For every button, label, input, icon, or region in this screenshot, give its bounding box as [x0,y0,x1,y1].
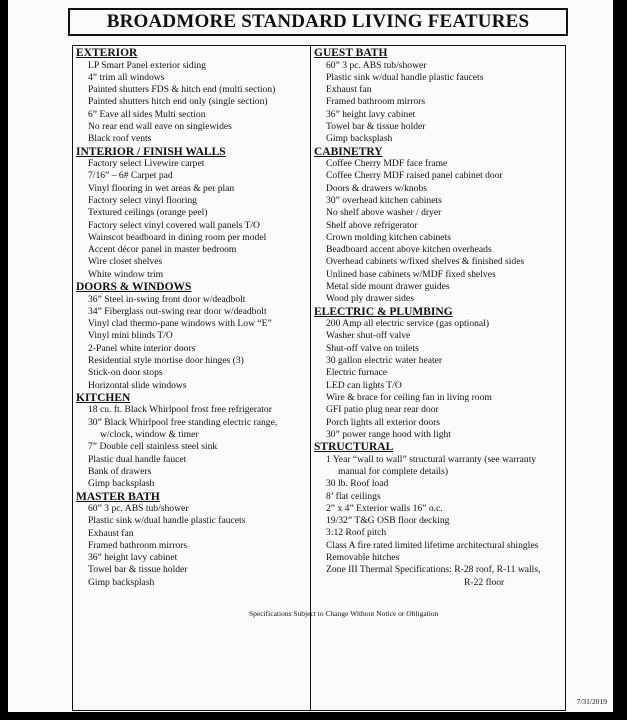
feature-item: Bank of drawers [88,465,152,477]
feature-item: Shelf above refrigerator [326,219,418,231]
section-cabinetry [314,146,564,306]
feature-item: Wainscot beadboard in dining room per model [88,231,267,243]
section-exterior [76,47,308,146]
feature-item: Coffee Cherry MDF face frame [326,158,448,170]
feature-item: Plastic sink w/dual handle plastic faucets [88,515,246,527]
feature-item: 2-Panel white interior doors [88,342,196,354]
section-heading: CABINETRY [314,145,383,158]
feature-item: Porch lights all exterior doors [326,416,441,428]
feature-item: Overhead cabinets w/fixed shelves & finished sides [326,256,525,268]
feature-item: Exhaust fan [326,84,372,96]
feature-item: 200 Amp all electric service (gas optional) [326,318,490,330]
right-column [314,47,564,589]
feature-item: Accent décor panel in master bedroom [88,244,237,256]
section-master-bath [76,491,308,590]
feature-item: Gimp backsplash [88,478,155,490]
feature-item: Gimp backsplash [88,576,155,588]
feature-item: Washer shut-off valve [326,330,411,342]
feature-item: White window trim [88,268,164,280]
section-heading: MASTER BATH [76,490,160,503]
feature-item: Painted shutters hitch end only (single section) [88,96,268,108]
feature-item: Wire & brace for ceiling fan in living room [326,391,492,403]
feature-item: Framed bathroom mirrors [88,539,188,551]
feature-item: Plastic sink w/dual handle plastic faucets [326,71,484,83]
section-heading: INTERIOR / FINISH WALLS [76,145,226,158]
feature-item: R-22 floor [464,576,505,588]
feature-item: w/clock, window & timer [100,429,199,441]
footnote: Specifications Subject to Change Without Notice or Obligation [249,609,439,618]
feature-item: Textured ceilings (orange peel) [88,207,208,219]
section-doors-windows [76,281,308,392]
feature-item: Towel bar & tissue holder [326,120,426,132]
feature-item: Painted shutters FDS & hitch end (multi section) [88,84,276,96]
feature-item: Factory select Livewire carpet [88,158,205,170]
feature-item: Coffee Cherry MDF raised panel cabinet door [326,170,503,182]
feature-item: Exhaust fan [88,527,134,539]
page-title: BROADMORE STANDARD LIVING FEATURES [68,8,568,36]
section-guest-bath [314,47,564,146]
feature-item: Doors & drawers w/knobs [326,182,427,194]
feature-item: Stick-on door stops [88,367,163,379]
feature-item: No rear end wall eave on singlewides [88,120,232,132]
feature-item: 19/32” T&G OSB floor decking [326,515,450,527]
feature-item: 4” trim all windows [88,71,165,83]
section-interior-finish-walls [76,146,308,281]
feature-item: Class A fire rated limited lifetime architectural shingles [326,539,539,551]
feature-item: Plastic dual handle faucet [88,453,187,465]
section-heading: KITCHEN [76,391,131,404]
feature-item: Metal side mount drawer guides [326,281,450,293]
feature-item: Shut-off valve on toilets [326,342,419,354]
feature-item: Vinyl mini blinds T/O [88,330,173,342]
section-heading: STRUCTURAL [314,441,394,454]
feature-item: 36” height lavy cabinet [326,108,416,120]
feature-item: 34” Fiberglass out-swing rear door w/deadbolt [88,305,267,317]
section-electric-plumbing [314,306,564,441]
feature-item: 36” height lavy cabinet [88,552,178,564]
feature-item: 6” Eave all sides Multi section [88,108,206,120]
feature-item: Residential style mortise door hinges (3) [88,355,244,367]
feature-item: Black roof vents [88,133,152,145]
left-column [76,47,308,589]
feature-item: Framed bathroom mirrors [326,96,426,108]
feature-item: 7/16” – 6# Carpet pad [88,170,173,182]
feature-item: Horizontal slide windows [88,379,187,391]
feature-item: 30” power range hood with light [326,428,451,440]
feature-item: manual for complete details) [338,465,449,477]
feature-item: 60” 3 pc. ABS tub/shower [88,503,189,514]
feature-item: 30” overhead kitchen cabinets [326,194,442,206]
feature-item: 7” Double cell stainless steel sink [88,441,218,453]
feature-item: Removable hitches [326,551,400,563]
feature-item: 18 cu. ft. Black Whirlpool frost free refrigerator [88,404,272,416]
feature-item: Electric furnace [326,367,387,379]
section-structural [314,441,564,589]
feature-item: 2” x 4” Exterior walls 16” o.c. [326,502,443,514]
feature-item: 36” Steel in-swing front door w/deadbolt [88,293,246,305]
feature-item: LED can lights T/O [326,379,402,391]
document-date: 7/31/2019 [576,697,607,706]
section-heading: EXTERIOR [76,47,138,59]
section-heading: ELECTRIC & PLUMBING [314,305,453,318]
feature-item: Beadboard accent above kitchen overheads [326,244,492,256]
feature-item: Wood ply drawer sides [326,293,414,305]
section-heading: DOORS & WINDOWS [76,281,192,294]
feature-item: 30 gallon electric water heater [326,355,443,367]
feature-item: Zone III Thermal Specifications: R-28 roof, R-11 walls, [326,564,541,576]
feature-item: Gimp backsplash [326,133,393,145]
section-heading: GUEST BATH [314,47,388,59]
feature-item: Vinyl clad thermo-pane windows with Low “E” [88,318,272,330]
feature-item: Vinyl flooring in wet areas & per plan [88,182,235,194]
feature-item: Factory select vinyl flooring [88,194,197,206]
document-page [8,0,613,712]
feature-item: 60” 3 pc. ABS tub/shower [326,59,427,71]
feature-item: LP Smart Panel exterior siding [88,59,206,71]
feature-item: 30 lb. Roof load [326,478,389,490]
feature-item: Unlined base cabinets w/MDF fixed shelves [326,268,496,280]
feature-item: 3:12 Roof pitch [326,527,387,539]
feature-item: 8’ flat ceilings [326,490,381,502]
feature-item: 1 Year “wall to wall” structural warranty (see warranty [326,453,537,465]
feature-item: Factory select vinyl covered wall panels T/O [88,219,260,231]
feature-item: Crown molding kitchen cabinets [326,231,451,243]
feature-item: 30” Black Whirlpool free standing electric range, [88,416,278,428]
section-kitchen [76,392,308,491]
feature-item: Towel bar & tissue holder [88,564,188,576]
feature-item: GFI patio plug near rear door [326,404,439,416]
feature-item: Wire closet shelves [88,256,163,268]
feature-item: No shelf above washer / dryer [326,207,442,219]
